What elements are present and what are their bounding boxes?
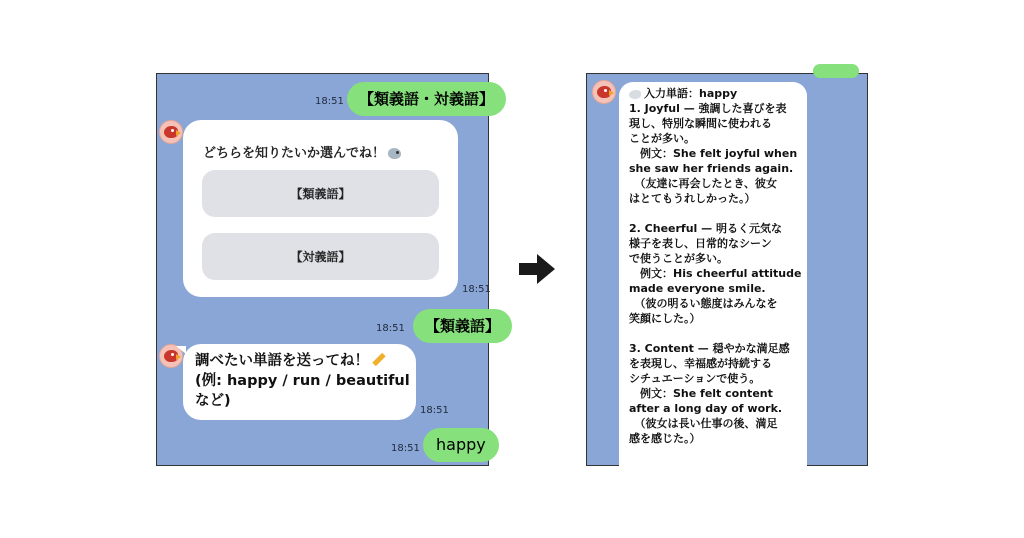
reply-line: 現し、特別な瞬間に使われる	[629, 117, 772, 130]
user-message-synonym-antonym: 【類義語・対義語】	[347, 82, 506, 116]
arrow-right-icon	[519, 254, 555, 284]
bot-reply-bubble	[619, 82, 807, 482]
reply-line: 例文：She felt content	[629, 387, 773, 400]
reply-line: 笑顔にした。）	[629, 312, 701, 325]
reply-line: ことが多い。	[629, 132, 695, 145]
bot-message-line: 調べたい単語を送ってね！	[195, 351, 410, 371]
reply-line: 3. Content — 穏やかな満足感	[629, 342, 790, 355]
bird-emoji-icon	[388, 148, 401, 159]
timestamp: 18:51	[462, 284, 491, 295]
reply-line: 例文：She felt joyful when	[629, 147, 798, 160]
reply-line: 2. Cheerful — 明るく元気な	[629, 222, 782, 235]
timestamp: 18:51	[376, 323, 405, 334]
bot-message-line: など)	[195, 393, 231, 409]
bot-avatar	[159, 120, 183, 144]
user-message-edge	[813, 64, 859, 78]
pencil-icon	[372, 352, 385, 365]
dove-icon	[629, 90, 641, 99]
chat-screen-after	[586, 73, 868, 466]
choice-card-title: どちらを知りたいか選んでね！	[203, 142, 401, 161]
reply-line: （彼の明るい態度はみんなを	[629, 297, 778, 310]
synonym-option-button[interactable]: 【類義語】	[202, 170, 439, 217]
timestamp: 18:51	[420, 405, 449, 416]
bot-avatar	[592, 80, 616, 104]
antonym-option-button[interactable]: 【対義語】	[202, 233, 439, 280]
reply-line: 1. Joyful — 強調した喜びを表	[629, 102, 787, 115]
reply-line: 例文：His cheerful attitude	[629, 267, 802, 280]
reply-line: 感を感じた。）	[629, 432, 701, 445]
reply-line: （友達に再会したとき、彼女	[629, 177, 778, 190]
timestamp: 18:51	[315, 96, 344, 107]
reply-line: made everyone smile.	[629, 282, 766, 295]
reply-line: を表現し、幸福感が持続する	[629, 357, 772, 370]
bot-message-bubble	[183, 344, 416, 420]
reply-line: はとてもうれしかった。）	[629, 192, 756, 205]
bot-message-line: (例: happy / run / beautiful	[195, 373, 410, 389]
reply-line: （彼女は長い仕事の後、満足	[629, 417, 778, 430]
user-message-happy: happy	[423, 428, 499, 462]
reply-line: で使うことが多い。	[629, 252, 728, 265]
reply-line: after a long day of work.	[629, 402, 783, 415]
timestamp: 18:51	[391, 443, 420, 454]
choice-card	[183, 120, 458, 297]
reply-line: 入力単語：happy	[629, 86, 737, 101]
user-message-synonym: 【類義語】	[413, 309, 512, 343]
reply-line: シチュエーションで使う。	[629, 372, 761, 385]
reply-line: 様子を表し、日常的なシーン	[629, 237, 772, 250]
chat-screen-before	[156, 73, 501, 466]
reply-line: she saw her friends again.	[629, 162, 794, 175]
